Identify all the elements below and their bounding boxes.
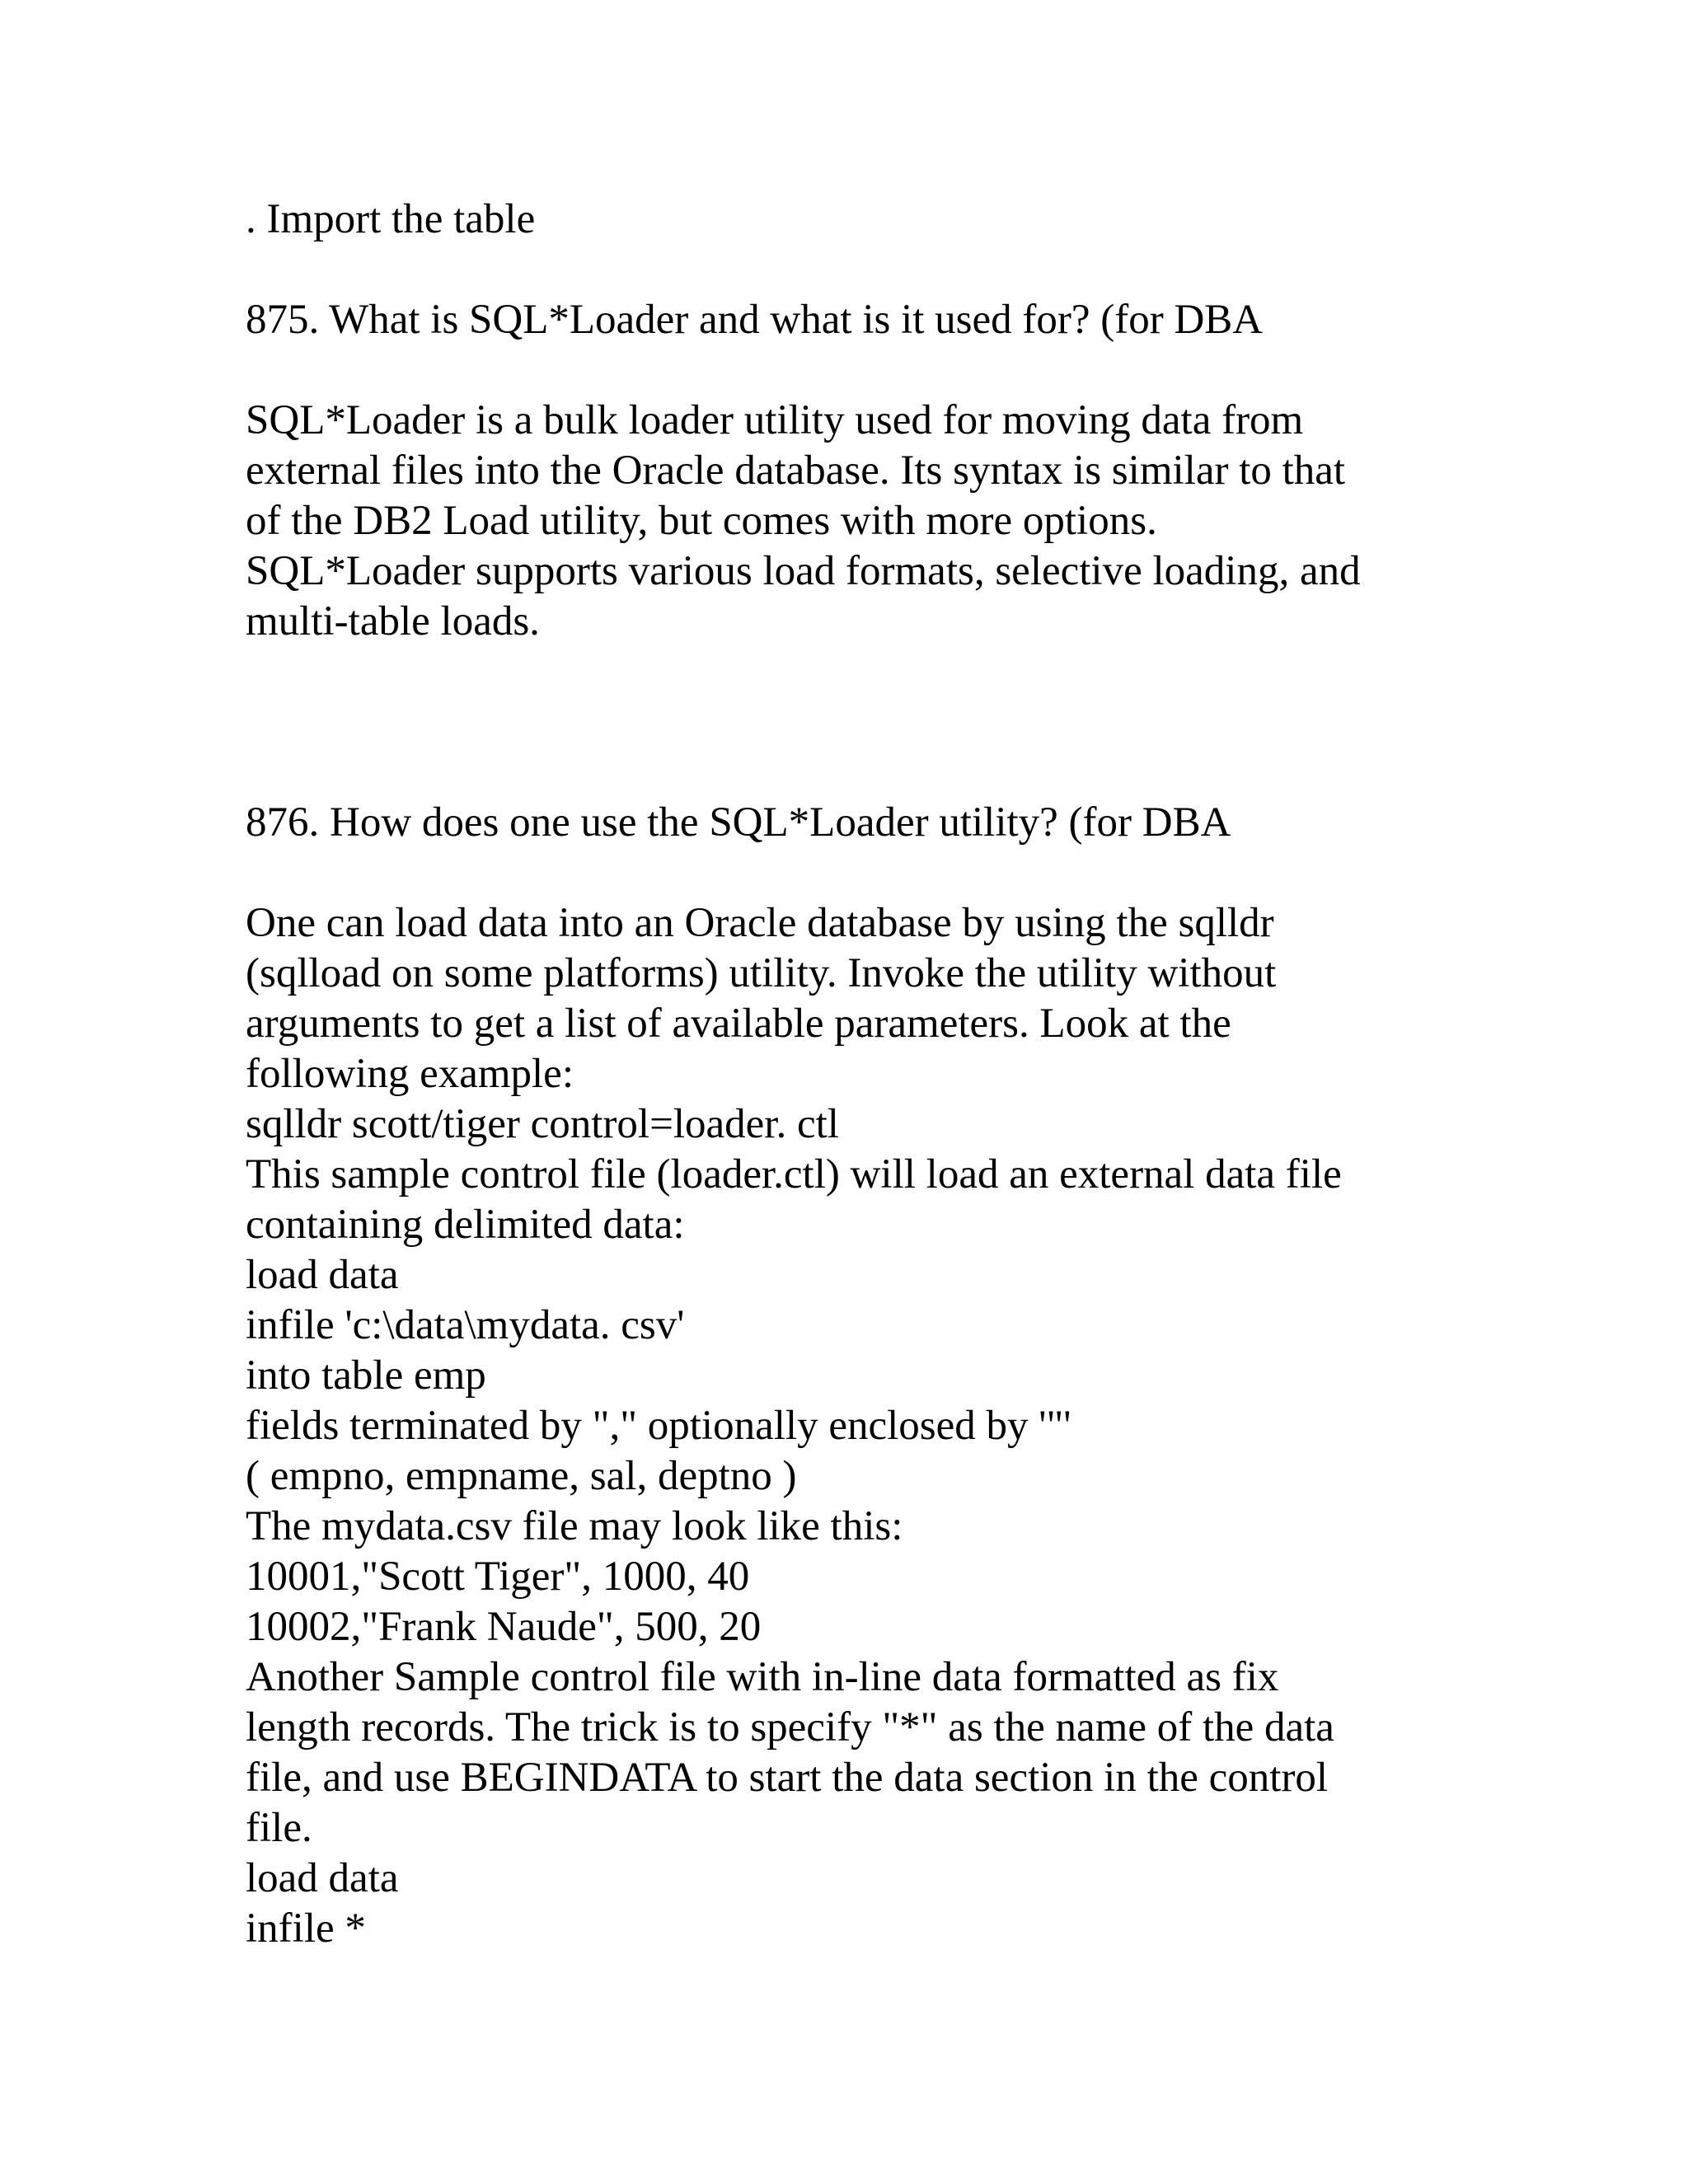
answer-876-line: Another Sample control file with in-line data formatted as fix	[246, 1654, 1279, 1700]
answer-876-line: containing delimited data:	[246, 1202, 685, 1248]
code-line: infile 'c:\data\mydata. csv'	[246, 1302, 685, 1348]
code-line: ( empno, empname, sal, deptno )	[246, 1453, 797, 1499]
answer-875-line: SQL*Loader supports various load formats, selective loading, and	[246, 548, 1361, 594]
answer-875-line: of the DB2 Load utility, but comes with more options.	[246, 498, 1157, 544]
answer-876-line: This sample control file (loader.ctl) will load an external data file	[246, 1151, 1342, 1197]
answer-876-line: (sqlload on some platforms) utility. Invoke the utility without	[246, 950, 1277, 996]
answer-875-line: SQL*Loader is a bulk loader utility used for moving data from	[246, 397, 1304, 443]
code-line: infile *	[246, 1905, 366, 1952]
code-line: sqlldr scott/tiger control=loader. ctl	[246, 1101, 839, 1147]
answer-876-line: arguments to get a list of available parameters. Look at the	[246, 1001, 1231, 1047]
answer-875-line: multi-table loads.	[246, 598, 540, 644]
code-line: load data	[246, 1855, 399, 1901]
answer-876-line: length records. The trick is to specify "*" as the name of the data	[246, 1704, 1334, 1750]
code-line: fields terminated by "," optionally enclosed by '"'	[246, 1403, 1071, 1449]
question-875-heading: 875. What is SQL*Loader and what is it used for? (for DBA	[246, 297, 1264, 343]
answer-876-line: One can load data into an Oracle database by using the sqlldr	[246, 900, 1274, 946]
question-876-heading: 876. How does one use the SQL*Loader utility? (for DBA	[246, 799, 1231, 846]
answer-876-line: The mydata.csv file may look like this:	[246, 1503, 903, 1549]
answer-876-line: following example:	[246, 1051, 574, 1097]
data-line: 10002,"Frank Naude", 500, 20	[246, 1604, 762, 1650]
answer-875-line: external files into the Oracle database. Its syntax is similar to that	[246, 448, 1346, 494]
answer-876-line: file.	[246, 1805, 312, 1851]
code-line: into table emp	[246, 1352, 486, 1399]
answer-876-line: file, and use BEGINDATA to start the data section in the control	[246, 1755, 1329, 1801]
data-line: 10001,"Scott Tiger", 1000, 40	[246, 1554, 750, 1600]
intro-line: . Import the table	[246, 196, 536, 242]
code-line: load data	[246, 1252, 399, 1298]
